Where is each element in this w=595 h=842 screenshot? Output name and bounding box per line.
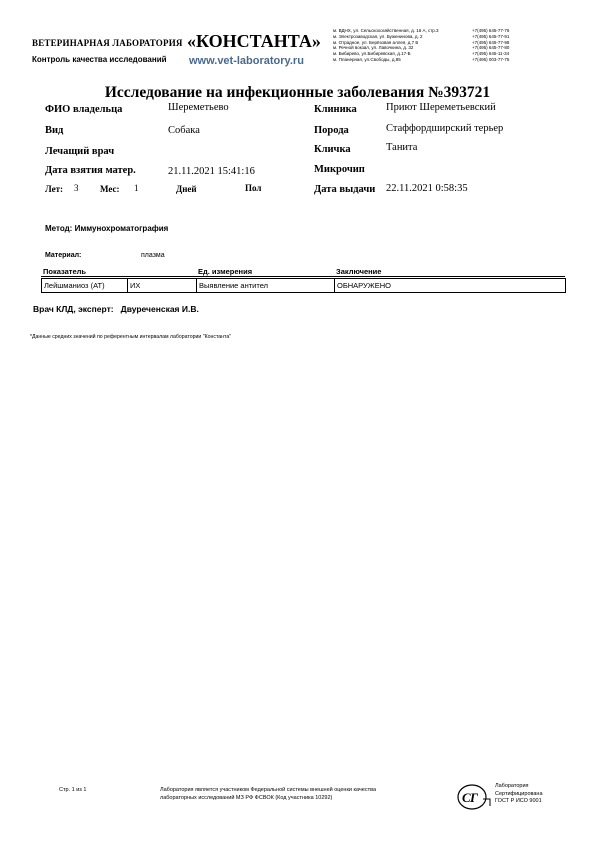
phone-list [472,28,509,63]
results-table [41,278,566,293]
website-link[interactable]: www.vet-laboratory.ru [189,55,304,67]
page-number: Стр. 1 из 1 [59,787,87,793]
column-header-indicator: Показатель [43,267,87,276]
phone-item: +7(495) 645-11-34 [472,51,510,57]
breed-label: Порода [314,125,349,136]
material-value: плазма [141,252,165,259]
species-value: Собака [168,125,200,136]
phone-item: +7(495) 645-77-76 [472,28,510,33]
phone-item: +7(495) 645-77-98 [472,39,510,45]
years-label: Лет: [45,184,64,194]
method-text: Метод: Иммунохроматография [45,224,169,233]
issue-date-value: 22.11.2021 0:58:35 [386,183,468,194]
address-item: м. Бибирево, ул.Бибиревская, д.17-Б [333,51,411,57]
owner-value: Шереметьево [168,102,229,113]
address-item: м. Отрадное, ул. Берёзовая аллея, д.7 Б [333,39,419,45]
nickname-label: Кличка [314,144,351,155]
months-label: Мес: [100,184,120,194]
phone-item: +7(495) 645-77-91 [472,33,510,39]
brand-name: «КОНСТАНТА» [187,31,321,51]
table-row [42,279,566,293]
fsvok-note-line: лабораторных исследований МЗ РФ ФСВОК (Код участника 10292) [160,795,333,801]
years-value: 3 [74,183,79,193]
header-divider [41,276,565,277]
material-label: Материал: [45,252,82,259]
sample-date-value: 21.11.2021 15:41:16 [168,166,255,177]
indicator-cell: Лейшманиоз (АТ) [42,279,128,293]
certification-text [495,783,543,806]
address-item: м. Речной вокзал, ул. Лавочкина, д. 32 [333,45,414,51]
lab-name: ВЕТЕРИНАРНАЯ ЛАБОРАТОРИЯ [32,38,183,48]
sex-label: Пол [245,183,262,193]
cert-line: ГОСТ Р ИСО 9001 [495,798,542,804]
column-header-unit: Ед. измерения [198,267,253,276]
months-value: 1 [134,183,139,193]
issue-date-label: Дата выдачи [314,184,376,195]
phone-item: +7(495) 003-77-75 [472,56,510,62]
species-label: Вид [45,125,64,136]
column-header-conclusion: Заключение [336,267,382,276]
microchip-label: Микрочип [314,164,365,175]
certification-logo-icon [456,782,492,812]
sample-date-label: Дата взятия матер. [45,165,136,176]
address-list [333,28,439,63]
fsvok-note [160,786,376,802]
lab-subtitle: Контроль качества исследований [32,55,167,64]
cert-line: Лаборатория [495,783,529,789]
doctor-label: Лечащий врач [45,146,115,157]
clinic-value: Приют Шереметьевский [386,102,496,113]
svg-text:C: C [462,790,471,805]
footnote: *Данные средних значений по референтным интервалам лаборатории "Константа" [30,334,232,340]
svg-text:Г: Г [470,790,478,805]
fsvok-note-line: Лаборатория является участником Федеральной системы внешней оценки качества [160,787,377,793]
expert-signature-line: Врач КЛД, эксперт: Двуреченская И.В. [33,304,199,314]
nickname-value: Танита [386,142,418,153]
conclusion-cell: ОБНАРУЖЕНО [335,279,566,293]
document-title: Исследование на инфекционные заболевания №393721 [104,84,491,101]
address-item: м. ВДНХ, ул. Сельскохозяйственная, д. 16 А, стр.3 [333,28,439,33]
method-cell: ИХ [128,279,197,293]
address-item: м. Электрозаводская, ул. Бужениновa, д. 2 [333,33,423,39]
address-item: м. Планерная, ул.Свободы, д.85 [333,56,401,62]
unit-cell: Выявление антител [197,279,335,293]
cert-line: Сертифицирована [495,790,543,797]
breed-value: Стаффордширский терьер [386,123,504,134]
phone-item: +7(495) 645-77-80 [472,45,510,51]
owner-label: ФИО владельца [45,104,123,115]
days-label: Дней [176,184,197,194]
clinic-label: Клиника [314,104,357,115]
